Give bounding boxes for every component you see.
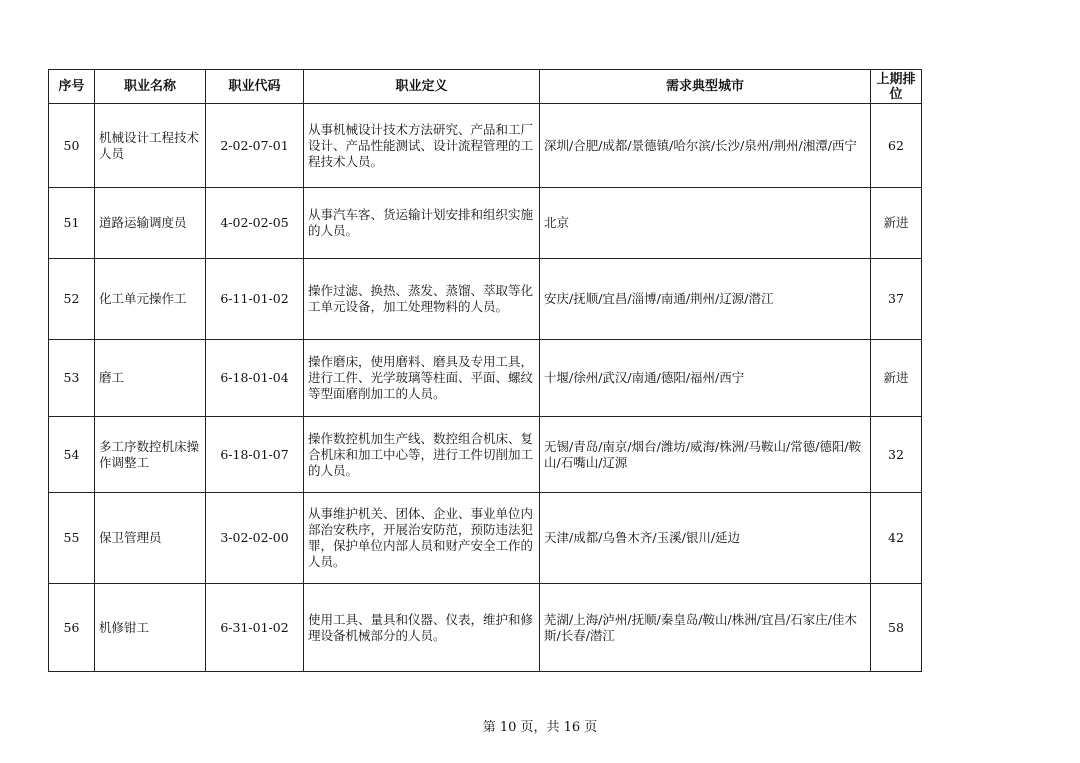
cell-rank: 42: [871, 493, 922, 584]
table-row: [49, 584, 922, 672]
cell-num: 54: [49, 417, 95, 493]
table-row: [49, 493, 922, 584]
cell-name: 机修钳工: [95, 584, 206, 672]
cell-rank: 32: [871, 417, 922, 493]
cell-cities: 安庆/抚顺/宜昌/淄博/南通/荆州/辽源/潜江: [540, 259, 871, 340]
cell-cities: 十堰/徐州/武汉/南通/德阳/福州/西宁: [540, 340, 871, 417]
cell-rank: 58: [871, 584, 922, 672]
cell-name: 磨工: [95, 340, 206, 417]
cell-definition: 从事汽车客、货运输计划安排和组织实施的人员。: [304, 188, 540, 259]
header-num: 序号: [49, 70, 95, 104]
table-header-row: [49, 70, 922, 104]
cell-definition: 从事维护机关、团体、企业、事业单位内部治安秩序，开展治安防范，预防违法犯罪，保护单位内部人员和财产安全工作的人员。: [304, 493, 540, 584]
header-cities: 需求典型城市: [540, 70, 871, 104]
table-row: [49, 188, 922, 259]
table-row: [49, 340, 922, 417]
cell-cities: 天津/成都/乌鲁木齐/玉溪/银川/延边: [540, 493, 871, 584]
cell-num: 55: [49, 493, 95, 584]
cell-definition: 操作磨床，使用磨料、磨具及专用工具，进行工件、光学玻璃等柱面、平面、螺纹等型面磨削加工的人员。: [304, 340, 540, 417]
occupation-table: [48, 69, 922, 672]
cell-code: 6-18-01-04: [206, 340, 304, 417]
cell-cities: 芜湖/上海/泸州/抚顺/秦皇岛/鞍山/株洲/宜昌/石家庄/佳木斯/长春/潜江: [540, 584, 871, 672]
header-name: 职业名称: [95, 70, 206, 104]
cell-num: 51: [49, 188, 95, 259]
page-number-footer: 第 10 页，共 16 页: [482, 720, 598, 735]
cell-name: 保卫管理员: [95, 493, 206, 584]
cell-code: 3-02-02-00: [206, 493, 304, 584]
cell-code: 2-02-07-01: [206, 104, 304, 188]
cell-num: 53: [49, 340, 95, 417]
cell-code: 6-31-01-02: [206, 584, 304, 672]
cell-code: 6-11-01-02: [206, 259, 304, 340]
cell-definition: 操作数控机加生产线、数控组合机床、复合机床和加工中心等，进行工件切削加工的人员。: [304, 417, 540, 493]
header-definition: 职业定义: [304, 70, 540, 104]
cell-code: 6-18-01-07: [206, 417, 304, 493]
cell-num: 50: [49, 104, 95, 188]
cell-rank: 新进: [871, 188, 922, 259]
table-row: [49, 259, 922, 340]
cell-rank: 新进: [871, 340, 922, 417]
cell-cities: 北京: [540, 188, 871, 259]
table-row: [49, 104, 922, 188]
cell-cities: 深圳/合肥/成都/景德镇/哈尔滨/长沙/泉州/荆州/湘潭/西宁: [540, 104, 871, 188]
cell-rank: 37: [871, 259, 922, 340]
cell-rank: 62: [871, 104, 922, 188]
cell-definition: 操作过滤、换热、蒸发、蒸馏、萃取等化工单元设备，加工处理物料的人员。: [304, 259, 540, 340]
cell-name: 化工单元操作工: [95, 259, 206, 340]
cell-cities: 无锡/青岛/南京/烟台/潍坊/威海/株洲/马鞍山/常德/德阳/鞍山/石嘴山/辽源: [540, 417, 871, 493]
cell-name: 多工序数控机床操作调整工: [95, 417, 206, 493]
cell-name: 机械设计工程技术人员: [95, 104, 206, 188]
cell-definition: 从事机械设计技术方法研究、产品和工厂设计、产品性能测试、设计流程管理的工程技术人员。: [304, 104, 540, 188]
header-rank: 上期排位: [871, 70, 922, 104]
cell-num: 56: [49, 584, 95, 672]
table-row: [49, 417, 922, 493]
cell-num: 52: [49, 259, 95, 340]
cell-definition: 使用工具、量具和仪器、仪表，维护和修理设备机械部分的人员。: [304, 584, 540, 672]
cell-name: 道路运输调度员: [95, 188, 206, 259]
cell-code: 4-02-02-05: [206, 188, 304, 259]
header-code: 职业代码: [206, 70, 304, 104]
